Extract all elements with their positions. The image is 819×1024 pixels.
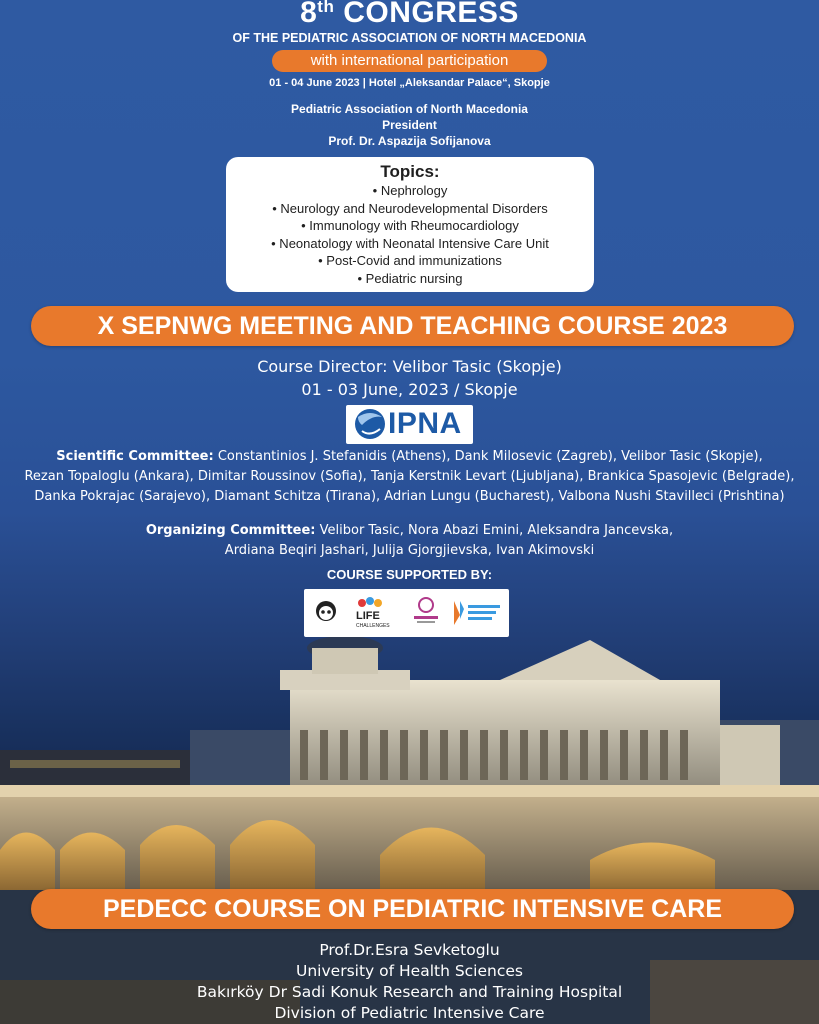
association-name: Pediatric Association of North Macedonia [291,102,528,116]
topic-item: • Pediatric nursing [357,270,463,286]
topic-item: • Neonatology with Neonatal Intensive Care Unit [271,235,549,251]
course-dates: 01 - 03 June, 2023 / Skopje [301,380,518,399]
pedecc-line: University of Health Sciences [296,962,523,980]
scientific-committee-line: Constantinios J. Stefanidis (Athens), Dank Milosevic (Zagreb), Velibor Tasic (Skopje), [213,449,763,464]
congress-title: 8th CONGRESS [300,0,519,29]
pediatric-association-logo [454,601,500,625]
panda-logo [316,601,336,621]
congress-subtitle: OF THE PEDIATRIC ASSOCIATION OF NORTH MACEDONIA [232,31,587,45]
life-challenges-logo [356,597,390,629]
pedecc-title-banner: PEDECC COURSE ON PEDIATRIC INTENSIVE CARE [31,889,794,929]
scientific-committee [0,447,819,507]
participation-pill: with international participation [272,50,547,72]
pedecc-line: Prof.Dr.Esra Sevketoglu [319,941,500,959]
organizing-committee-label: Organizing Committee: [145,523,316,538]
topics-title: Topics: [380,162,440,181]
topic-item: • Immunology with Rheumocardiology [301,218,519,233]
topic-item: • Neurology and Neurodevelopmental Disorders [272,200,548,216]
association-role: President [382,118,437,132]
meeting-title-banner: X SEPNWG MEETING AND TEACHING COURSE 2023 [31,306,794,346]
pedecc-details [0,940,819,1024]
scientific-committee-line: Danka Pokrajac (Sarajevo), Diamant Schitza (Tirana), Adrian Lungu (Bucharest), Valbona Nushi Stavilleci (Prishtina) [34,489,785,504]
organizing-committee-line: Velibor Tasic, Nora Abazi Emini, Aleksandra Jancevska, [315,523,674,538]
association-president: Prof. Dr. Aspazija Sofijanova [328,134,491,148]
scientific-committee-label: Scientific Committee: [56,449,214,464]
topic-item: • Post-Covid and immunizations [318,253,502,268]
svg-text:CHALLENGES: CHALLENGES [356,623,390,629]
congress-venue: 01 - 04 June 2023 | Hotel „Aleksandar Palace“, Skopje [269,77,550,89]
course-director-block [0,355,819,401]
svg-text:LIFE: LIFE [356,610,380,622]
pedecc-line: Division of Pediatric Intensive Care [274,1004,545,1022]
organizing-committee [0,521,819,561]
topic-item: • Nephrology [372,183,448,198]
ipna-logo [346,405,473,444]
sponsor-logos [304,589,509,637]
pedecc-line: Bakırköy Dr Sadi Konuk Research and Training Hospital [196,983,623,1001]
charity-logo [414,598,438,623]
globe-icon [350,405,390,444]
scientific-committee-line: Rezan Topaloglu (Ankara), Dimitar Roussinov (Sofia), Tanja Kerstnik Levart (Ljubljana), Brankica Spasojevic (Belgrade), [24,469,795,484]
organizing-committee-line: Ardiana Beqiri Jashari, Julija Gjorgjievska, Ivan Akimovski [224,543,595,558]
supported-by-label: COURSE SUPPORTED BY: [326,567,493,582]
topics-box [226,157,594,292]
ipna-logo-text: IPNA [388,407,462,440]
course-director: Course Director: Velibor Tasic (Skopje) [257,357,562,376]
association-block [0,101,819,149]
